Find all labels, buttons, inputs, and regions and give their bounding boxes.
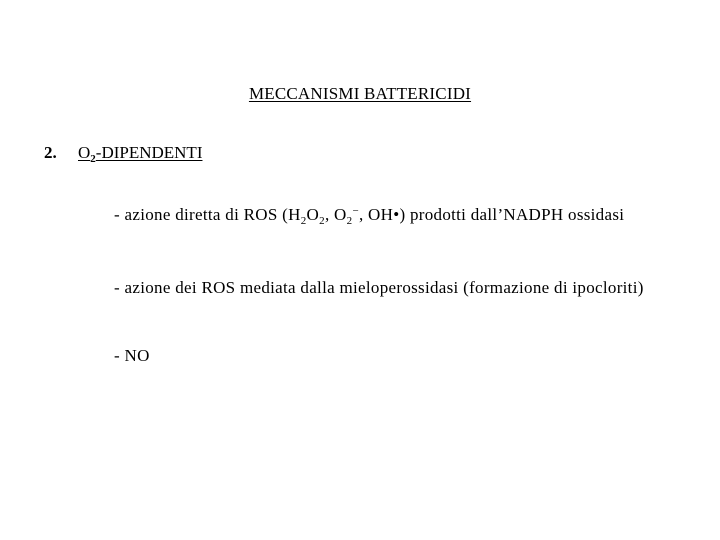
section-heading xyxy=(78,143,202,165)
list-item-ros-mpo: - azione dei ROS mediata dalla mieloperossidasi (formazione di ipocloriti) xyxy=(114,278,644,297)
list-item-no: - NO xyxy=(114,346,150,365)
section-number: 2. xyxy=(44,143,57,162)
item-text-part: - azione diretta di ROS (H xyxy=(114,205,301,224)
item-text-part: O xyxy=(306,205,320,224)
item-subscript: 2 xyxy=(319,215,325,227)
list-item-ros-direct xyxy=(78,204,678,226)
item-subscript: 2 xyxy=(346,215,353,227)
slide-title: MECCANISMI BATTERICIDI xyxy=(248,84,472,103)
section-heading-subscript: 2 xyxy=(90,153,96,165)
section-heading-main: O xyxy=(78,143,91,162)
item-subscript: 2 xyxy=(300,215,307,227)
section-heading-rest: -DIPENDENTI xyxy=(95,143,203,162)
item-superscript: − xyxy=(352,205,359,217)
item-text-part: , O xyxy=(324,205,347,224)
item-text-part: , OH•) prodotti dall’NADPH ossidasi xyxy=(358,205,625,224)
